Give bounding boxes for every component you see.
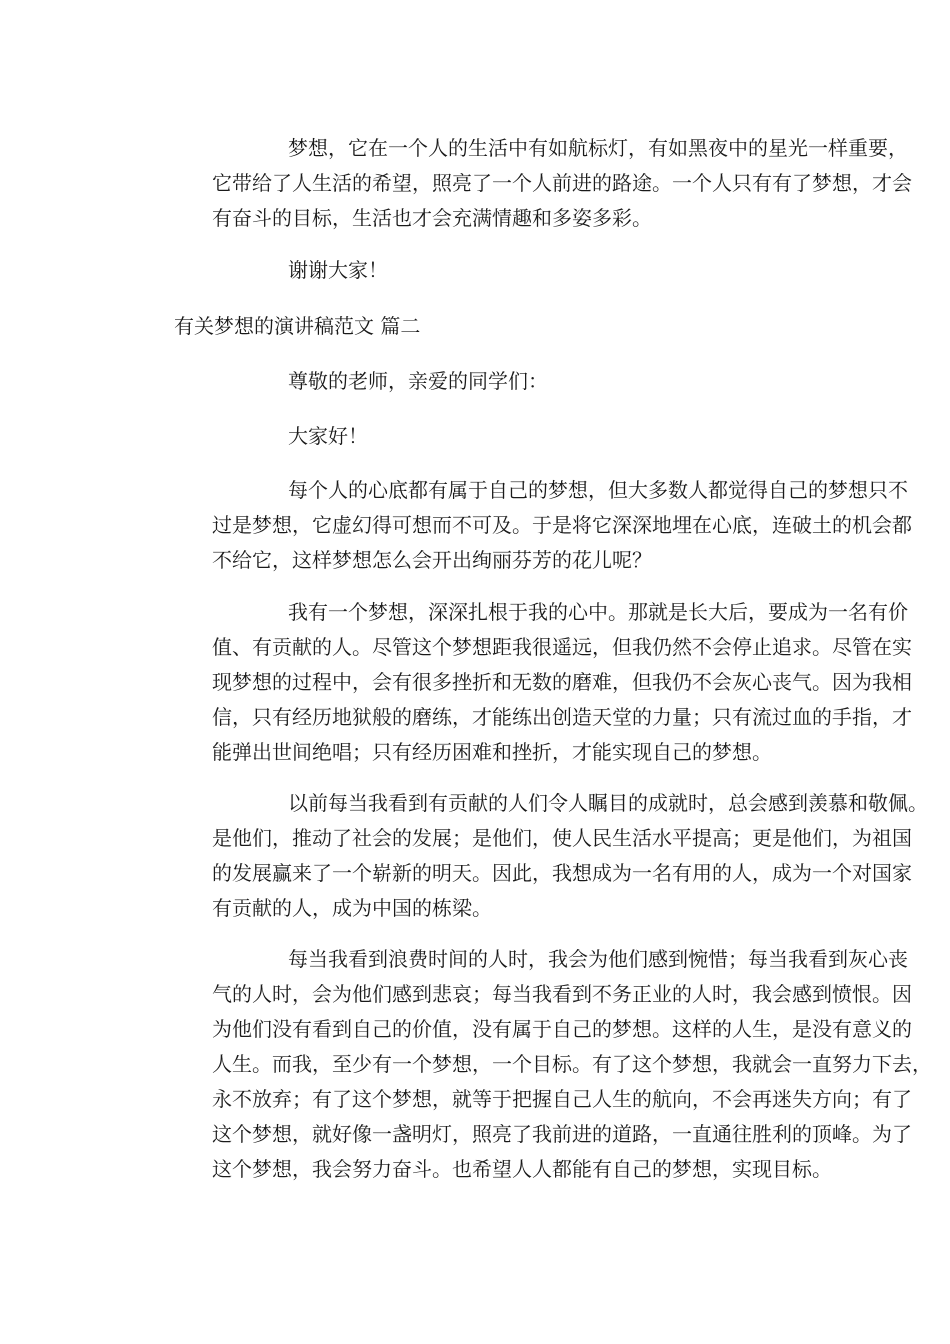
text-line: 的发展赢来了一个崭新的明天。因此，我想成为一名有用的人，成为一个对国家 xyxy=(212,861,912,885)
text-line: 气的人时，会为他们感到悲哀；每当我看到不务正业的人时，我会感到愤恨。因 xyxy=(212,982,912,1006)
text-line: 人生。而我，至少有一个梦想，一个目标。有了这个梦想，我就会一直努力下去， xyxy=(212,1052,932,1076)
document-page xyxy=(136,0,932,1344)
text-line: 尊敬的老师，亲爱的同学们： xyxy=(288,369,548,393)
paragraph-thanks xyxy=(136,253,816,288)
paragraph-my-dream xyxy=(136,595,912,770)
text-line: 每个人的心底都有属于自己的梦想，但大多数人都觉得自己的梦想只不 xyxy=(288,478,908,502)
paragraph-everyone-has-dream xyxy=(136,473,912,578)
text-line: 梦想，它在一个人的生活中有如航标灯，有如黑夜中的星光一样重要， xyxy=(288,136,908,160)
section-heading: 有关梦想的演讲稿范文 篇二 xyxy=(174,314,421,338)
paragraph-greeting xyxy=(136,419,816,454)
paragraph-salutation xyxy=(136,364,816,399)
text-line: 能弹出世间绝唱；只有经历困难和挫折，才能实现自己的梦想。 xyxy=(212,740,772,764)
text-line: 大家好！ xyxy=(288,424,368,448)
text-line: 每当我看到浪费时间的人时，我会为他们感到惋惜；每当我看到灰心丧 xyxy=(288,947,908,971)
text-line: 是他们，推动了社会的发展；是他们，使人民生活水平提高；更是他们，为祖国 xyxy=(212,826,912,850)
text-line: 它带给了人生活的希望，照亮了一个人前进的路途。一个人只有有了梦想，才会 xyxy=(212,171,912,195)
text-line: 不给它，这样梦想怎么会开出绚丽芬芳的花儿呢？ xyxy=(212,548,652,572)
text-line: 以前每当我看到有贡献的人们令人瞩目的成就时，总会感到羡慕和敬佩。 xyxy=(288,791,928,815)
text-line: 为他们没有看到自己的价值，没有属于自己的梦想。这样的人生，是没有意义的 xyxy=(212,1017,912,1041)
text-line: 谢谢大家！ xyxy=(288,258,388,282)
text-line: 值、有贡献的人。尽管这个梦想距我很遥远，但我仍然不会停止追求。尽管在实 xyxy=(212,635,912,659)
text-line: 永不放弃；有了这个梦想，就等于把握自己人生的航向，不会再迷失方向；有了 xyxy=(212,1087,912,1111)
text-line: 这个梦想，就好像一盏明灯，照亮了我前进的道路，一直通往胜利的顶峰。为了 xyxy=(212,1122,912,1146)
paragraph-contributors xyxy=(136,786,928,926)
paragraph-wasting-time xyxy=(136,942,932,1187)
text-line: 我有一个梦想，深深扎根于我的心中。那就是长大后，要成为一名有价 xyxy=(288,600,908,624)
text-line: 信，只有经历地狱般的磨练，才能练出创造天堂的力量；只有流过血的手指，才 xyxy=(212,705,912,729)
text-line: 过是梦想，它虚幻得可想而不可及。于是将它深深地埋在心底，连破土的机会都 xyxy=(212,513,912,537)
text-line: 有贡献的人，成为中国的栋梁。 xyxy=(212,896,492,920)
text-line: 现梦想的过程中，会有很多挫折和无数的磨难，但我仍不会灰心丧气。因为我相 xyxy=(212,670,912,694)
paragraph-dream-importance xyxy=(136,131,912,236)
text-line: 这个梦想，我会努力奋斗。也希望人人都能有自己的梦想，实现目标。 xyxy=(212,1157,832,1181)
text-line: 有奋斗的目标，生活也才会充满情趣和多姿多彩。 xyxy=(212,206,652,230)
